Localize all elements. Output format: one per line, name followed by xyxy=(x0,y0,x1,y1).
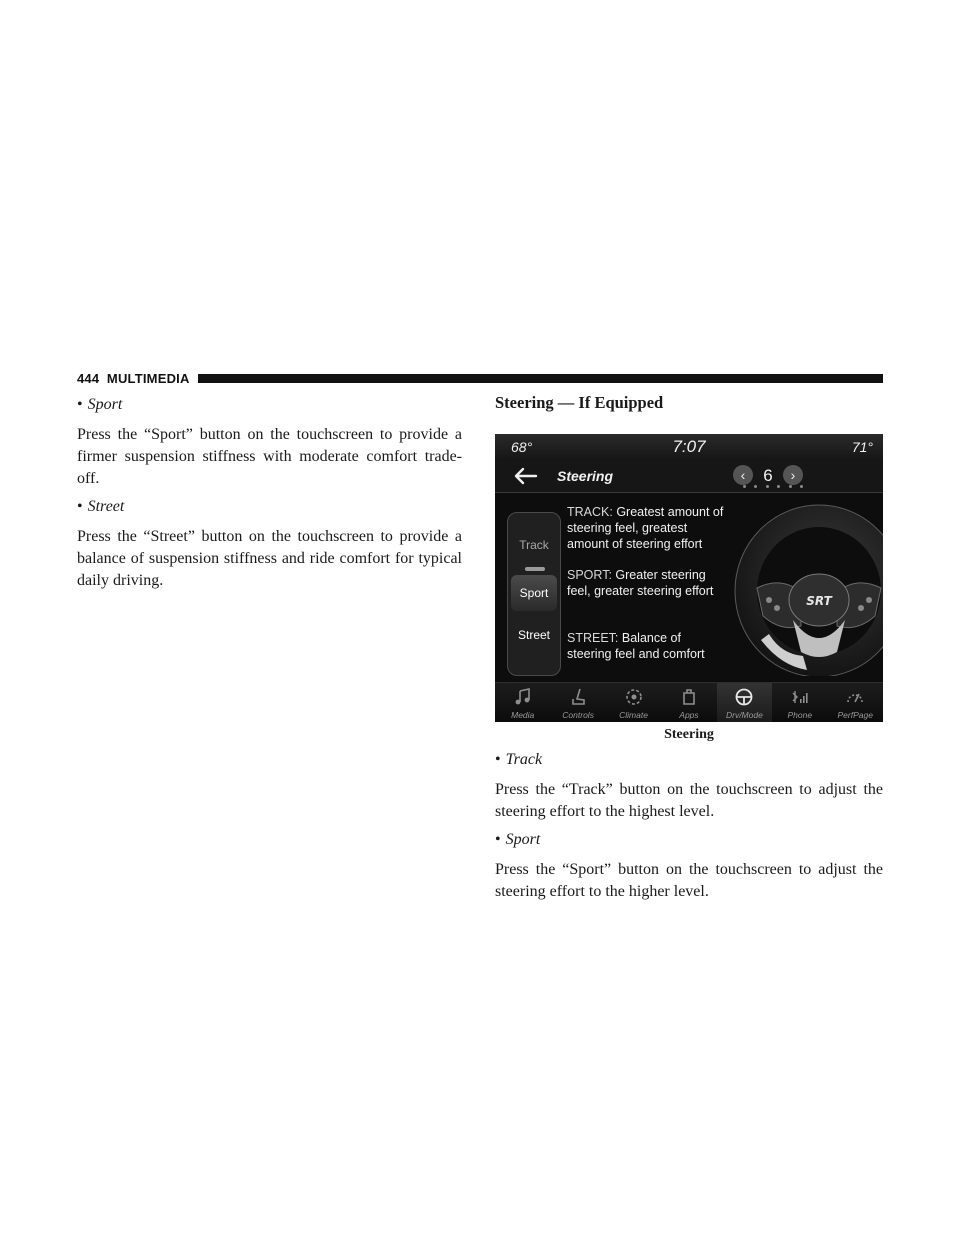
paragraph-street: Press the “Street” button on the touchscreen to provide a balance of suspension stiffness and ride comfort for typical daily driving. xyxy=(77,528,462,589)
back-arrow-icon[interactable] xyxy=(513,466,539,486)
nav-drive-mode-label: Drv/Mode xyxy=(725,710,763,720)
page-dot xyxy=(743,485,746,488)
bullet-street-label: Street xyxy=(87,498,125,515)
street-text: Balance of steering feel and comfort xyxy=(567,631,705,661)
steering-mode-selector xyxy=(507,512,561,676)
nav-phone-label: Phone xyxy=(787,710,813,720)
bullet-sport-label: Sport xyxy=(87,396,123,413)
bullet-track xyxy=(495,749,883,771)
bullet-sport-steering-label: Sport xyxy=(505,831,541,848)
bullet-dot: • xyxy=(77,498,83,515)
track-text: Greatest amount of steering feel, greatest amount of steering effort xyxy=(567,505,724,551)
page-dot xyxy=(800,485,803,488)
nav-perf-page-label: PerfPage xyxy=(837,710,873,720)
nav-media[interactable] xyxy=(495,683,550,722)
page-dots xyxy=(743,485,803,488)
page-number: 444 xyxy=(77,371,100,386)
seat-icon xyxy=(569,688,587,706)
gauge-icon xyxy=(846,688,864,706)
nav-climate-label: Climate xyxy=(619,710,648,720)
screen-title-bar xyxy=(495,460,883,493)
left-column xyxy=(77,388,462,592)
screen-title: Steering xyxy=(557,468,614,484)
apps-icon xyxy=(680,688,698,706)
page-dot xyxy=(766,485,769,488)
nav-apps-label: Apps xyxy=(679,710,699,720)
clock: 7:07 xyxy=(672,437,706,456)
sport-mode-button[interactable]: Sport xyxy=(511,575,557,611)
bullet-dot: • xyxy=(77,396,83,413)
nav-phone[interactable] xyxy=(772,683,827,722)
track-description xyxy=(567,504,727,552)
page-header-text xyxy=(77,371,190,387)
sport-description xyxy=(567,567,727,599)
nav-controls[interactable] xyxy=(550,683,605,722)
nav-perf-page[interactable] xyxy=(828,683,883,722)
header-rule xyxy=(198,374,883,383)
paragraph-sport-steering: Press the “Sport” button on the touchscreen to adjust the steering effort to the higher level. xyxy=(495,861,883,900)
page-dot xyxy=(789,485,792,488)
bullet-street xyxy=(77,496,462,518)
figure-caption: Steering xyxy=(664,727,714,742)
bottom-navigation-bar xyxy=(495,682,883,722)
nav-climate[interactable] xyxy=(606,683,661,722)
steering-wheel-image xyxy=(721,496,883,676)
page-indicator: 6 xyxy=(763,466,773,485)
chevron-right-icon: › xyxy=(790,467,796,483)
previous-page-button[interactable] xyxy=(733,465,753,485)
bullet-sport-steering xyxy=(495,829,883,851)
nav-controls-label: Controls xyxy=(562,710,594,720)
page-dot xyxy=(754,485,757,488)
right-column xyxy=(495,388,883,903)
bullet-dot: • xyxy=(495,831,501,848)
mode-selection-indicator xyxy=(525,567,545,571)
climate-icon xyxy=(625,688,643,706)
track-mode-button[interactable]: Track xyxy=(519,538,549,552)
bullet-dot: • xyxy=(495,751,501,768)
street-description xyxy=(567,630,727,662)
sport-key: SPORT: xyxy=(567,568,612,582)
music-note-icon xyxy=(514,688,532,706)
sport-text: Greater steering feel, greater steering effort xyxy=(567,568,714,598)
street-key: STREET: xyxy=(567,631,619,645)
bluetooth-signal-icon xyxy=(791,688,809,706)
next-page-button[interactable] xyxy=(783,465,803,485)
section-name: MULTIMEDIA xyxy=(106,371,190,386)
steering-wheel-icon xyxy=(735,688,753,706)
page-header xyxy=(77,371,883,387)
nav-media-label: Media xyxy=(511,710,535,720)
bullet-sport xyxy=(77,394,462,416)
status-bar xyxy=(495,434,883,460)
srt-badge: SRT xyxy=(806,594,832,608)
nav-drive-mode[interactable] xyxy=(717,683,772,722)
paragraph-sport: Press the “Sport” button on the touchscreen to provide a firmer suspension stiffness with moderate comfort trade-off. xyxy=(77,426,462,487)
track-key: TRACK: xyxy=(567,505,613,519)
street-mode-button[interactable]: Street xyxy=(517,628,550,642)
driver-temperature: 68° xyxy=(511,439,533,455)
passenger-temperature: 71° xyxy=(851,439,873,455)
chevron-left-icon: ‹ xyxy=(740,467,746,483)
section-title: Steering — If Equipped xyxy=(495,393,664,412)
page-dot xyxy=(777,485,780,488)
bullet-track-label: Track xyxy=(505,751,543,768)
steering-screen-figure xyxy=(495,434,883,722)
nav-apps[interactable] xyxy=(661,683,716,722)
paragraph-track: Press the “Track” button on the touchscreen to adjust the steering effort to the highest level. xyxy=(495,781,883,820)
